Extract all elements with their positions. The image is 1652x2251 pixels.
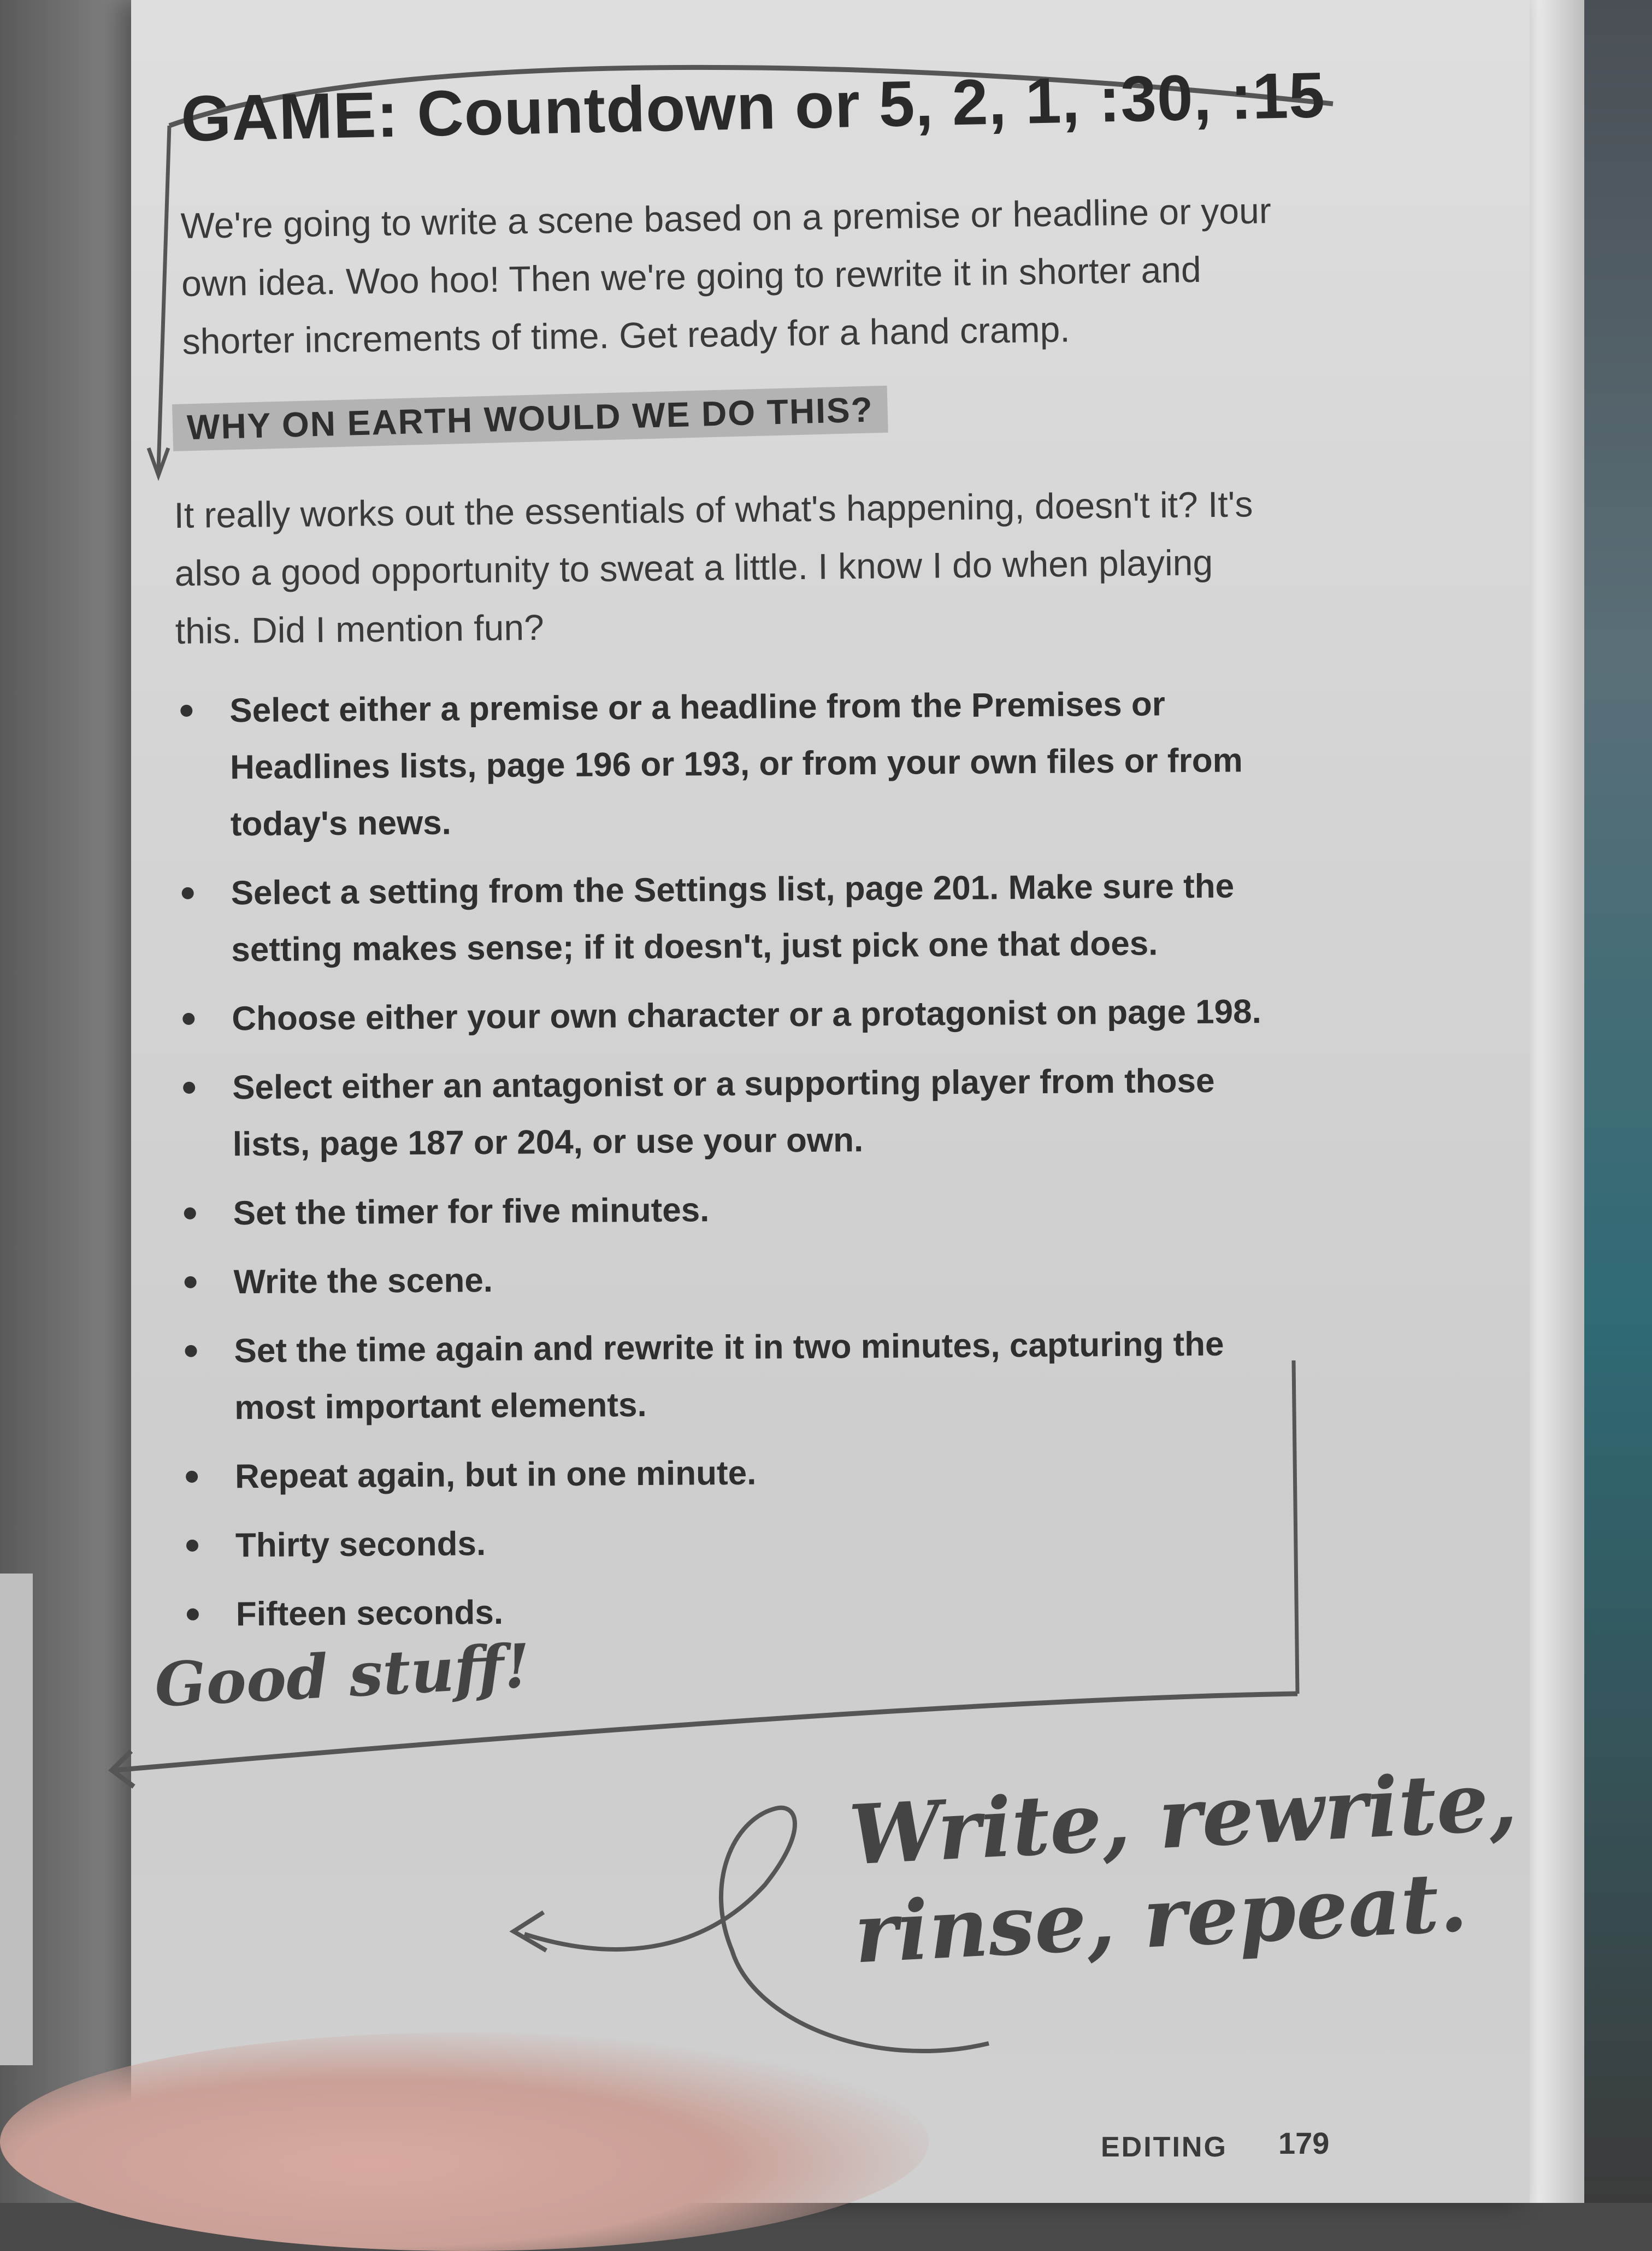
bullet-icon [182, 887, 194, 899]
bullet-icon [185, 1276, 197, 1288]
thumb-overlay [0, 2032, 929, 2251]
step-text: Select either a premise or a headline from the Premises or Headlines lists, page 196 or 193, or from your own files or from today's news. [229, 685, 1243, 844]
intro-line: We're going to write a scene based on a premise or headline or your [180, 190, 1272, 246]
step-text: Select a setting from the Settings list, page 201. Make sure the setting makes sense; if it doesn't, just pick one that does. [231, 867, 1235, 969]
bullet-icon [180, 705, 192, 717]
list-item [180, 1441, 1284, 1506]
page-title: GAME: Countdown or 5, 2, 1, :30, :15 [180, 59, 1326, 155]
bullet-icon [186, 1540, 198, 1552]
bullet-icon [183, 1082, 195, 1094]
why-heading: WHY ON EARTH WOULD WE DO THIS? [186, 390, 874, 447]
list-item [177, 983, 1281, 1048]
step-text: Choose either your own character or a protagonist on page 198. [232, 993, 1262, 1038]
tagline-line: Write, rewrite, [847, 1752, 1520, 1884]
closing-script-text: Good stuff! [153, 1630, 532, 1720]
why-line: It really works out the essentials of what's happening, doesn't it? It's [174, 484, 1253, 535]
intro-paragraph [180, 181, 1275, 370]
bullet-icon [185, 1345, 197, 1357]
list-item [178, 1052, 1282, 1174]
step-text: Select either an antagonist or a supporting player from those lists, page 187 or 204, or use your own. [232, 1062, 1215, 1164]
page-number: 179 [1278, 2126, 1330, 2160]
list-item [176, 858, 1280, 979]
why-line: this. Did I mention fun? [175, 606, 545, 651]
intro-line: own idea. Woo hoo! Then we're going to rewrite it in shorter and [181, 249, 1202, 304]
tagline-script [847, 1752, 1525, 1983]
why-paragraph [174, 475, 1279, 660]
list-item [181, 1579, 1285, 1643]
why-line: also a good opportunity to sweat a little. I know I do when playing [174, 542, 1213, 593]
bullet-icon [186, 1471, 198, 1483]
intro-line: shorter increments of time. Get ready for a hand cramp. [182, 309, 1071, 362]
step-text: Thirty seconds. [235, 1525, 486, 1565]
footer-section-label: EDITING [1101, 2131, 1228, 2163]
bullet-icon [184, 1207, 196, 1219]
step-text: Set the timer for five minutes. [233, 1191, 710, 1233]
step-text: Write the scene. [233, 1261, 493, 1301]
background-left-stripe [0, 1574, 33, 2065]
list-item [179, 1316, 1283, 1437]
list-item [178, 1178, 1282, 1242]
background-right [1573, 0, 1652, 2203]
list-item [181, 1510, 1285, 1575]
list-item [175, 675, 1279, 853]
list-item [179, 1247, 1283, 1311]
bullet-icon [182, 1013, 194, 1025]
steps-list [175, 675, 1285, 1655]
tagline-line: rinse, repeat. [852, 1853, 1470, 1982]
step-text: Set the time again and rewrite it in two minutes, capturing the most important elements. [234, 1325, 1224, 1427]
bullet-icon [187, 1608, 199, 1621]
step-text: Fifteen seconds. [235, 1593, 504, 1634]
step-text: Repeat again, but in one minute. [234, 1454, 757, 1496]
